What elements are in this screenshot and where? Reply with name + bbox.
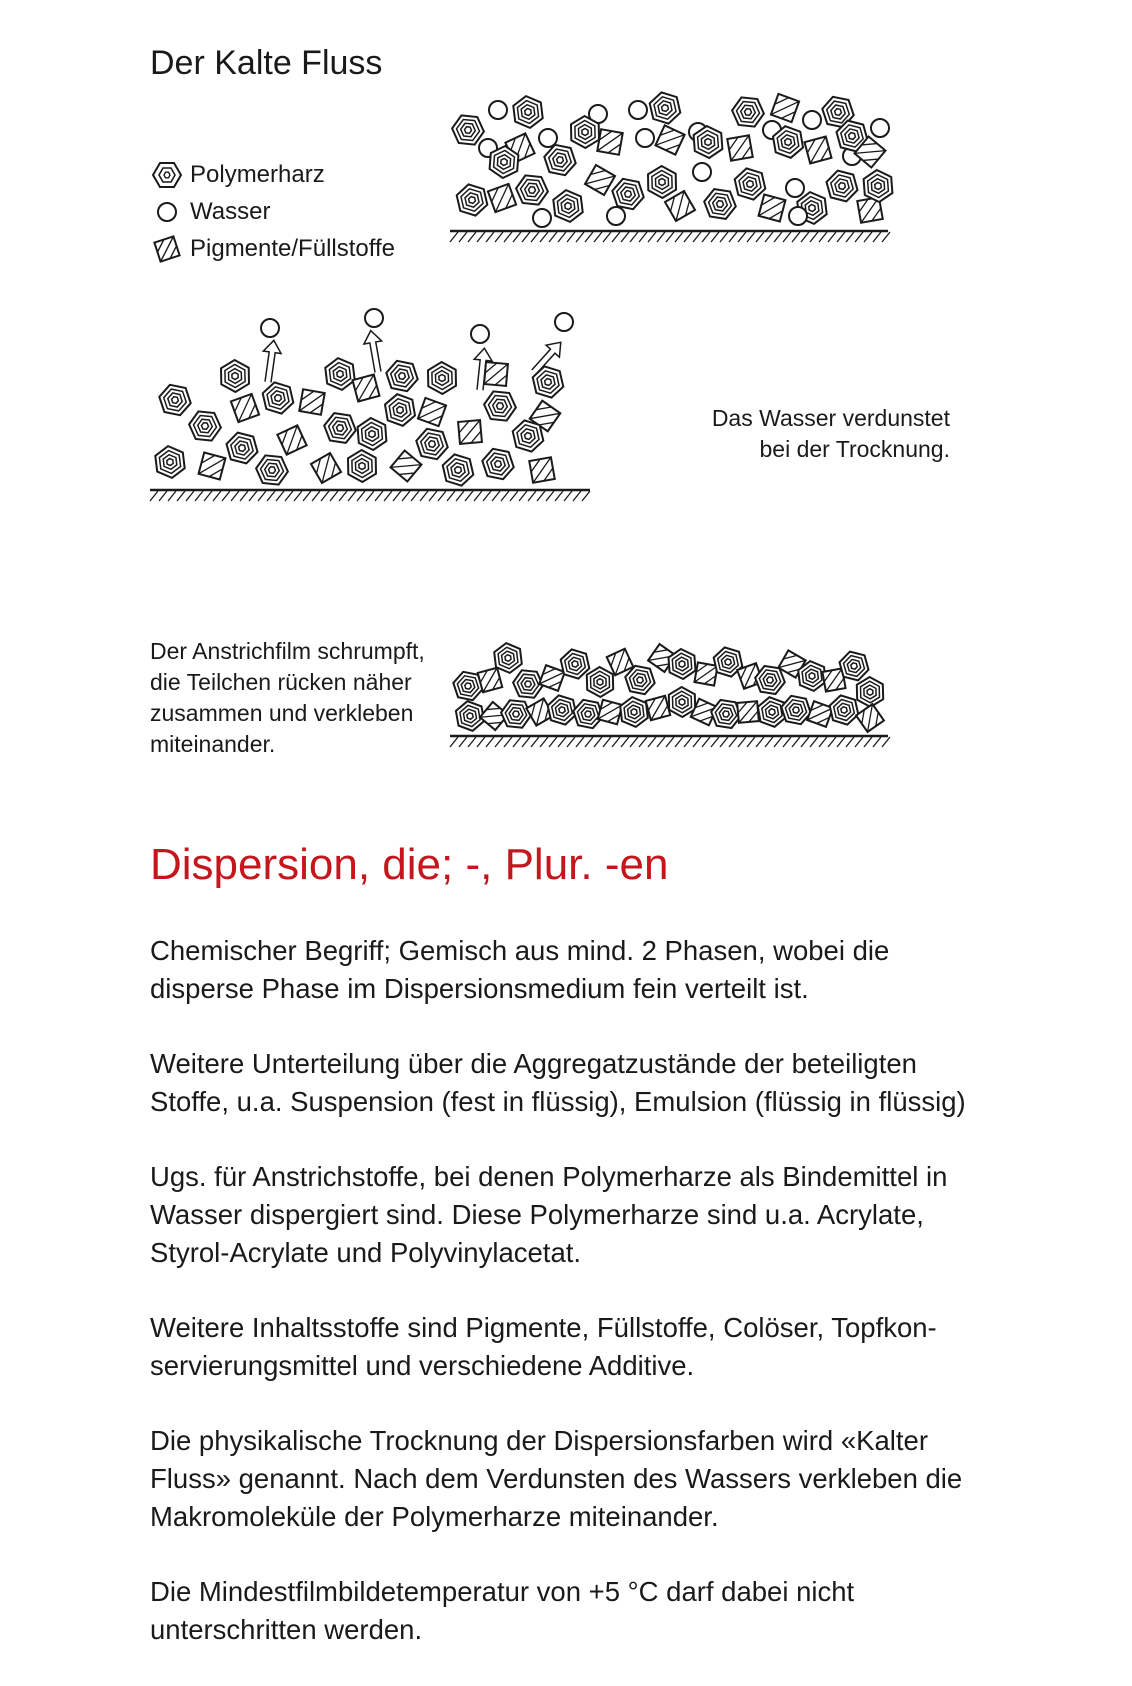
resin-particle — [443, 454, 474, 485]
water-particle — [607, 207, 625, 225]
pigment-particle — [529, 457, 554, 482]
water-particle — [471, 325, 489, 343]
resin-particle — [348, 450, 376, 482]
pigment-particle — [488, 184, 516, 212]
water-particle — [636, 129, 654, 147]
page-title: Der Kalte Fluss — [150, 44, 383, 82]
resin-particle — [513, 96, 542, 128]
evaporation-arrow — [259, 339, 283, 383]
pigment-particle — [418, 398, 446, 426]
substrate-line — [450, 231, 890, 242]
pigment-particle — [353, 375, 380, 402]
pigment-particle — [391, 451, 422, 482]
pigment-particle — [598, 700, 622, 724]
resin-particle — [587, 667, 613, 697]
resin-particle — [548, 695, 577, 724]
pigment-particle — [759, 195, 786, 222]
water-particle — [871, 119, 889, 137]
legend-label-pigment: Pigmente/Füllstoffe — [190, 234, 395, 262]
paragraph-line: Weitere Inhaltsstoffe sind Pigmente, Füllstoffe, Colöser, Topfkon- — [150, 1312, 937, 1343]
resin-particle — [650, 92, 681, 123]
caption-shrinkage-line: Der Anstrichfilm schrumpft, — [150, 638, 425, 664]
pigment-particle — [585, 165, 615, 195]
legend-label-water: Wasser — [190, 197, 271, 225]
pigment-particle — [311, 453, 341, 483]
resin-particle — [735, 168, 766, 199]
paragraph-line: Wasser dispergiert sind. Diese Polymerharze sind u.a. Acrylate, — [150, 1199, 924, 1230]
water-icon — [150, 195, 184, 229]
resin-particle — [155, 446, 184, 478]
water-particle — [533, 209, 551, 227]
legend-item-water — [150, 193, 395, 230]
resin-particle — [544, 145, 575, 175]
water-particle — [786, 179, 804, 197]
pigment-particle — [299, 389, 324, 414]
resin-particle — [221, 360, 249, 392]
resin-particle — [620, 697, 648, 727]
paragraph-line: Die Mindestfilmbildetemperatur von +5 °C darf dabei nicht — [150, 1576, 855, 1607]
resin-particle — [533, 366, 564, 397]
resin-particle — [263, 382, 294, 413]
paragraph-line: servierungsmittel und verschiedene Additive. — [150, 1350, 695, 1381]
resin-particle — [827, 171, 858, 202]
diagram-shrunk-film — [450, 640, 940, 770]
pigment-particle — [856, 704, 884, 732]
pigment-particle — [199, 453, 226, 480]
water-particle — [803, 111, 821, 129]
paragraph-line: Fluss» genannt. Nach dem Verdunsten des Wassers verkleben die — [150, 1463, 963, 1494]
resin-particle — [416, 429, 447, 459]
resin-particle — [669, 687, 695, 717]
resin-particle — [516, 175, 548, 204]
legend — [150, 156, 395, 267]
caption-evaporation-line: Das Wasser verdunstet — [711, 405, 950, 431]
resin-particle — [159, 385, 190, 415]
caption-shrinkage — [150, 636, 460, 760]
paragraph-line: disperse Phase im Dispersionsmedium fein verteilt ist. — [150, 973, 809, 1004]
paragraph-line: Ugs. für Anstrichstoffe, bei denen Polymerharze als Bindemittel in — [150, 1161, 948, 1192]
legend-item-resin — [150, 156, 395, 193]
definition-heading: Dispersion, die; -, Plur. -en — [150, 840, 669, 889]
pigment-particle — [665, 191, 695, 221]
diagram-wet-film — [450, 90, 940, 260]
substrate-line — [450, 736, 890, 747]
paragraph — [150, 1158, 1030, 1272]
resin-particle — [732, 97, 764, 126]
legend-item-pigment — [150, 230, 395, 267]
resin-particle — [755, 666, 785, 694]
resin-particle — [358, 418, 387, 450]
paragraph — [150, 1573, 1030, 1649]
resin-particle — [571, 116, 599, 148]
resin-particle — [494, 643, 522, 673]
resin-particle — [482, 449, 513, 479]
resin-particle — [758, 697, 786, 727]
pigment-icon — [150, 232, 184, 266]
pigment-particle — [484, 362, 508, 386]
paragraph — [150, 932, 1030, 1008]
water-particle — [789, 207, 807, 225]
resin-particle — [227, 433, 258, 464]
pigment-particle — [655, 125, 684, 154]
caption-evaporation-line: bei der Trocknung. — [759, 436, 950, 462]
resin-particle — [840, 652, 869, 681]
resin-particle — [428, 362, 456, 394]
caption-shrinkage-line: die Teilchen rücken näher — [150, 669, 412, 695]
definition-body — [150, 932, 1030, 1686]
resin-particle — [561, 649, 590, 678]
paragraph-line: Die physikalische Trocknung der Dispersionsfarben wird «Kalter — [150, 1425, 929, 1456]
paragraph-line: Stoffe, u.a. Suspension (fest in flüssig), Emulsion (flüssig in flüssig) — [150, 1086, 966, 1117]
resin-particle — [553, 190, 582, 222]
pigment-particle — [277, 425, 306, 454]
resin-particle — [484, 391, 516, 420]
resin-particle — [612, 179, 643, 209]
resin-particle — [864, 170, 893, 202]
caption-shrinkage-line: zusammen und verkleben — [150, 700, 414, 726]
resin-particle — [452, 115, 484, 144]
water-particle — [555, 313, 573, 331]
caption-shrinkage-line: miteinander. — [150, 731, 276, 757]
evaporation-arrow — [362, 329, 387, 373]
paragraph-line: Chemischer Begriff; Gemisch aus mind. 2 Phasen, wobei die — [150, 935, 890, 966]
paragraph — [150, 1309, 1030, 1385]
paragraph — [150, 1045, 1030, 1121]
resin-particle — [513, 420, 544, 451]
resin-particle — [386, 361, 417, 391]
paragraph-line: unterschritten werden. — [150, 1614, 423, 1645]
water-particle — [629, 101, 647, 119]
pigment-particle — [771, 94, 799, 122]
paragraph-line: Makromoleküle der Polymerharze miteinander. — [150, 1501, 719, 1532]
resin-particle — [325, 358, 354, 390]
legend-label-resin: Polymerharz — [190, 160, 325, 188]
paragraph-line: Styrol-Acrylate und Polyvinylacetat. — [150, 1237, 582, 1268]
pigment-particle — [458, 420, 482, 444]
resin-particle — [648, 166, 676, 198]
water-particle — [489, 101, 507, 119]
resin-particle — [857, 677, 883, 707]
water-particle — [261, 319, 279, 337]
pigment-particle — [694, 662, 717, 685]
resin-particle — [256, 455, 288, 484]
resin-particle — [625, 666, 654, 694]
resin-icon — [150, 158, 184, 192]
resin-particle — [501, 700, 531, 727]
diagram-evaporation — [150, 310, 630, 550]
paragraph — [150, 1422, 1030, 1536]
caption-evaporation — [700, 403, 950, 465]
resin-particle — [324, 413, 356, 443]
pigment-particle — [646, 696, 670, 720]
resin-particle — [457, 184, 488, 215]
pigment-particle — [805, 137, 832, 164]
pigment-particle — [737, 701, 759, 723]
pigment-particle — [231, 394, 259, 422]
water-particle — [365, 309, 383, 327]
resin-particle — [830, 695, 859, 724]
resin-particle — [189, 411, 221, 440]
paragraph-line: Weitere Unterteilung über die Aggregatzustände der beteiligten — [150, 1048, 917, 1079]
water-particle — [693, 163, 711, 181]
substrate-line — [150, 490, 590, 501]
pigment-particle — [597, 129, 622, 154]
pigment-particle — [478, 668, 502, 692]
resin-particle — [385, 394, 415, 426]
resin-particle — [704, 189, 736, 219]
pigment-particle — [727, 135, 752, 160]
